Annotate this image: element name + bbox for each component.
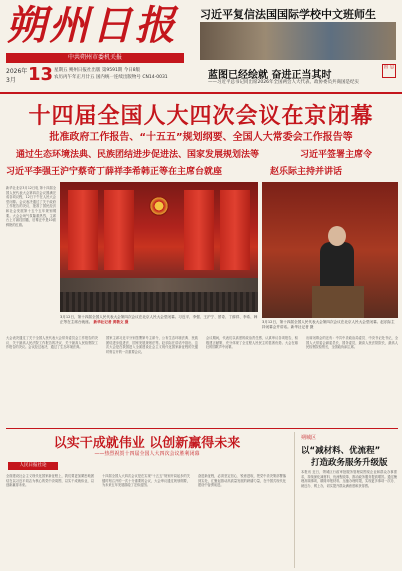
speaker-photo[interactable] [262, 182, 398, 318]
date-year: 2026年 [6, 68, 28, 75]
date-month: 3月 [6, 77, 16, 84]
lead-subheadline-2b: 习近平签署主席令 [300, 150, 373, 160]
local-news-text: 本报讯 近日，朔城区行政审批服务管理局围绕企业和群众办事需求，持续深化减材料、优流程改革，推动政务服务提质增效。通过梳理高频事项，精简申报材料，压缩办理时限，实现更多事项一次办、就近办、网上办，切实提升群众满意度和获得感。 [301, 470, 397, 488]
red-flag-decoration [104, 190, 134, 270]
masthead-divider [0, 92, 402, 94]
editorial-headline[interactable]: 以实干成就伟业 以创新赢得未来 [53, 436, 241, 451]
closing-session-photo[interactable] [60, 182, 258, 312]
photo-caption-main [60, 315, 258, 325]
body-column-2: 国家主席习近平分别签署第号主席令，公布生态环境法典、民族团结进步促进法、国家发展规划法等。赵乐际在讲话中指出，这次大会是在我国进入全面建设社会主义现代化国家新征程的关键时刻召开的一次重要会议。 [106, 336, 198, 354]
second-story-headline[interactable]: 蓝图已经绘就 奋进正当其时 [208, 70, 332, 81]
lead-subheadline-3b: 赵乐际主持并讲话 [270, 167, 343, 177]
top-story-photo[interactable] [200, 22, 396, 60]
second-story-tag: 因 总 [382, 64, 396, 78]
national-emblem-icon [149, 196, 169, 216]
photo-caption-side: 3月12日，第十四届全国人民代表大会第四次会议在北京人民大会堂闭幕。赵乐际主持闭幕会并讲话。新华社记者 摄 [262, 320, 395, 329]
masthead [0, 0, 402, 90]
lead-subheadline-3a: 习近平李强王沪宁蔡奇丁薛祥李希韩正等在主席台就座 [6, 167, 223, 177]
top-stories [196, 0, 402, 90]
editorial [6, 432, 288, 568]
presidium-dais [60, 278, 258, 292]
newspaper-logo: 朔州日报 [6, 2, 178, 49]
lead-article-body [6, 336, 398, 424]
editorial-subtitle: ——热烈祝贺十四届全国人大四次会议胜利闭幕 [94, 451, 200, 457]
slogan-bar: 中共朔州市委机关报 [6, 53, 184, 63]
issue-info-line-1: 星期五 朔州日报社出版 第9591期 今日8版 [54, 68, 141, 73]
issue-info [54, 67, 168, 81]
photo-credit-main: 新华社记者 黄敬文 摄 [93, 319, 129, 324]
editorial-source-tag: 人民日报社论 [8, 462, 58, 470]
body-column-3: 会议期间，代表们以高度的政治责任感，认真审议各项报告，积极建言献策，充分体现了全过程人民民主的显著优势。大会在雄壮的国歌声中闭幕。 [206, 336, 298, 350]
lead-subheadline-1: 批准政府工作报告、“十五五”规划纲要、全国人大常委会工作报告等 [49, 132, 353, 143]
lead-subheadline-2a: 通过生态环境法典、民族团结进步促进法、国家发展规划法等 [16, 150, 260, 160]
photo-caption-main-text: 3月12日，第十四届全国人民代表大会第四次会议在北京人民大会堂闭幕。习近平、李强、王沪宁、蔡奇、丁薛祥、李希、韩正等在主席台就座。 [60, 315, 258, 324]
local-news-box [294, 432, 398, 568]
local-news-tag: 朔城区 [301, 435, 317, 441]
second-story-subline: ——习近平总书记同出席2026年全国两会人大代表、政协委员共商国是纪实 [208, 80, 359, 85]
editorial-column-3: 奋进新征程，必须坚定信心、锐意进取，把党中央决策部署落到实处，汇聚起推动高质量发展的磅礴力量，在中国式现代化建设中奋勇前进。 [198, 474, 286, 488]
body-column-1: 大会表决通过了关于全国人民代表大会常务委员会工作报告的决议、关于最高人民法院工作报告的决议、关于最高人民检察院工作报告的决议。会议经过表决，通过了生态环境法典。 [6, 336, 98, 350]
section-divider [6, 428, 398, 429]
red-flag-decoration [220, 190, 250, 270]
date-block [6, 66, 184, 90]
editorial-column-1: 全面建设社会主义现代化国家新征程上，我们要更加紧密地团结在以习近平同志为核心的党中央周围，以实干成就伟业，以创新赢得未来。 [6, 474, 94, 488]
lead-subheadline-row-3 [0, 164, 402, 180]
date-day: 13 [28, 64, 54, 85]
podium [312, 286, 364, 318]
body-column-4: 出席闭幕会的还有：中共中央政治局委员、中央书记处书记，全国人大常委会副委员长，国务委员，最高人民法院院长，最高人民检察院检察长，全国政协副主席。 [306, 336, 398, 350]
lead-subheadline-row-2 [0, 147, 402, 163]
lead-article-left-column [6, 186, 56, 331]
speaker-head [328, 226, 346, 246]
issue-info-line-2: 农历丙午年正月廿五 国内统一连续出版物号 CN14-0031 [54, 75, 168, 80]
top-story-headline[interactable]: 习近平复信法国国际学校中文班师生 [200, 8, 376, 21]
audience-rows [60, 292, 258, 312]
lead-headline[interactable]: 十四届全国人大四次会议在京闭幕 [28, 104, 374, 129]
red-flag-decoration [184, 190, 214, 270]
lead-article-text: 新华社北京3月12日电 第十四届全国人民代表大会第四次会议圆满完成各项议程，12日下午在人民大会堂闭幕。会议表决通过了关于政府工作报告的决议，批准了国民经济和社会发展第十五个五年规划纲要。大会会场气氛隆重热烈，主席台上方悬挂国徽，后幕正中是10面鲜艳的红旗。 [6, 186, 56, 227]
local-news-headline-2[interactable]: 打造政务服务升级版 [311, 458, 388, 468]
editorial-column-2: 十四届全国人大四次会议是在实现“十五五”规划开局起步的关键时刻召开的一次十分重要的会议，大会审议通过规划纲要，为未来五年发展描绘了宏伟蓝图。 [102, 474, 190, 488]
local-news-headline-1[interactable]: 以“减材料、优流程” [301, 446, 381, 456]
red-flag-decoration [68, 190, 98, 270]
